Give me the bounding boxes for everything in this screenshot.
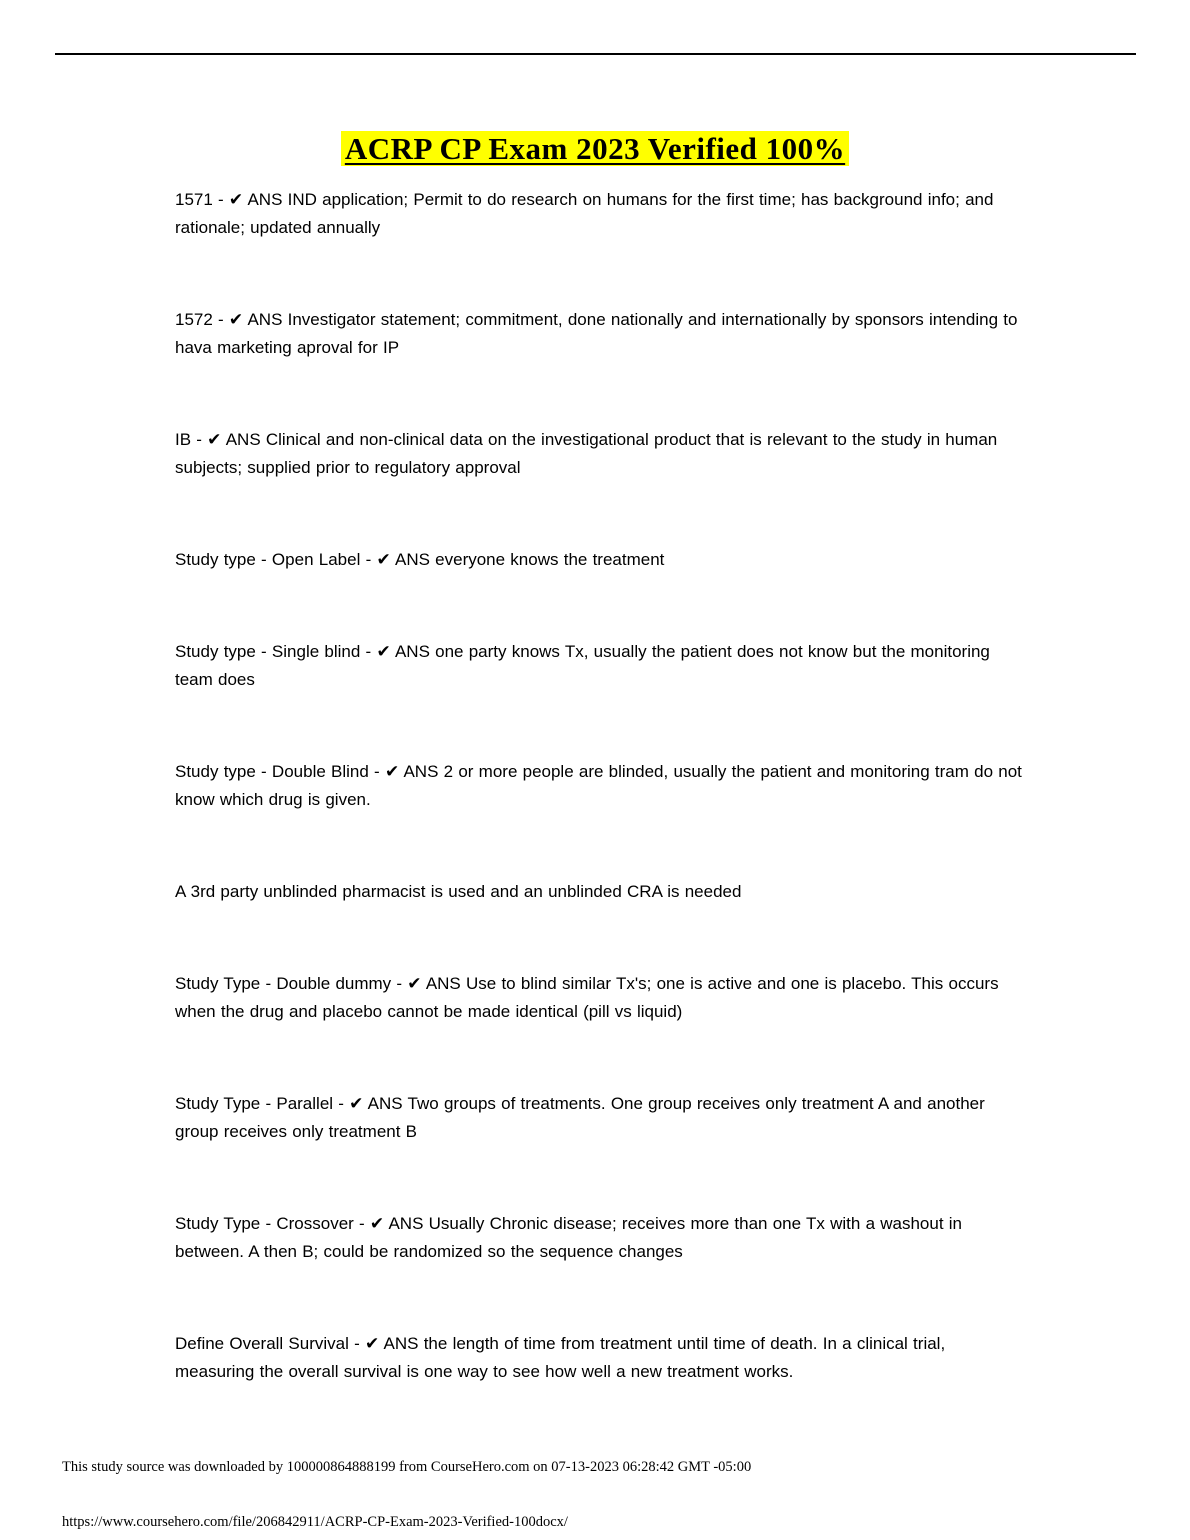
- qa-item: Study Type - Double dummy - ✔ ANS Use to blind similar Tx's; one is active and one is placebo. This occurs when the drug and placebo cannot be made identical (pill vs liquid): [175, 974, 999, 1021]
- page-title: ACRP CP Exam 2023 Verified 100%: [341, 131, 849, 166]
- qa-item: Study type - Open Label - ✔ ANS everyone knows the treatment: [175, 550, 665, 569]
- qa-item: A 3rd party unblinded pharmacist is used and an unblinded CRA is needed: [175, 882, 742, 901]
- qa-item: IB - ✔ ANS Clinical and non-clinical data on the investigational product that is relevant to the study in human subjects; supplied prior to regulatory approval: [175, 430, 998, 477]
- qa-item: Define Overall Survival - ✔ ANS the length of time from treatment until time of death. In a clinical trial, measuring the overall survival is one way to see how well a new treatment works.: [175, 1334, 946, 1381]
- qa-item: Study Type - Parallel - ✔ ANS Two groups of treatments. One group receives only treatment A and another group receives only treatment B: [175, 1094, 985, 1141]
- qa-item: 1571 - ✔ ANS IND application; Permit to do research on humans for the first time; has background info; and rationale; updated annually: [175, 190, 994, 237]
- qa-item: 1572 - ✔ ANS Investigator statement; commitment, done nationally and internationally by sponsors intending to hava marketing aproval for IP: [175, 310, 1018, 357]
- qa-item: Study Type - Crossover - ✔ ANS Usually Chronic disease; receives more than one Tx with a washout in between. A then B; could be randomized so the sequence changes: [175, 1214, 963, 1261]
- qa-item: Study type - Double Blind - ✔ ANS 2 or more people are blinded, usually the patient and monitoring tram do not know which drug is given.: [175, 762, 1022, 809]
- title-row: [0, 130, 1190, 168]
- source-url-link[interactable]: https://www.coursehero.com/file/206842911/ACRP-CP-Exam-2023-Verified-100docx/: [62, 1514, 568, 1530]
- header-rule-divider: [55, 53, 1136, 55]
- download-notice: This study source was downloaded by 100000864888199 from CourseHero.com on 07-13-2023 06:28:42 GMT -05:00: [62, 1459, 752, 1475]
- qa-list: [175, 186, 1023, 1450]
- qa-item: Study type - Single blind - ✔ ANS one party knows Tx, usually the patient does not know but the monitoring team does: [175, 642, 990, 689]
